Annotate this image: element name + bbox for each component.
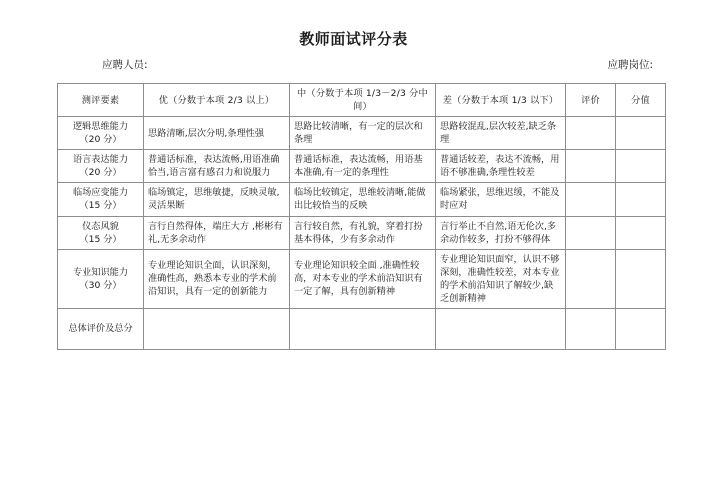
table-row (58, 117, 666, 150)
cell-score[interactable] (616, 183, 666, 216)
table-header-row (58, 84, 666, 117)
cell-score[interactable] (616, 150, 666, 183)
row-element-language (58, 150, 144, 183)
element-points: （15 分） (79, 200, 122, 212)
table-total-row (58, 308, 666, 349)
total-score[interactable] (616, 308, 666, 349)
element-name: 临场应变能力 (72, 187, 129, 199)
row-element-professional (58, 249, 144, 308)
cell-good: 思路清晰,层次分明,条理性强 (144, 117, 290, 150)
element-points: （20 分） (79, 167, 122, 179)
header-mid: 中（分数于本项 1/3－2/3 分中间） (290, 84, 436, 117)
cell-mid: 言行较自然，有礼貌，穿着打扮基本得体，少有多余动作 (290, 216, 436, 249)
total-good[interactable] (144, 308, 290, 349)
cell-evaluation[interactable] (566, 216, 616, 249)
cell-bad: 言行举止不自然,语无伦次,多余动作较多，打扮不够得体 (436, 216, 566, 249)
element-points: （15 分） (79, 233, 122, 245)
cell-mid: 思路比较清晰，有一定的层次和条理 (290, 117, 436, 150)
row-element-demeanor (58, 216, 144, 249)
cell-evaluation[interactable] (566, 183, 616, 216)
header-good: 优（分数于本项 2/3 以上） (144, 84, 290, 117)
applicant-label: 应聘人员: (102, 59, 148, 71)
cell-score[interactable] (616, 117, 666, 150)
row-element-logic (58, 117, 144, 150)
cell-good: 临场镇定，思维敏捷，反映灵敏,灵活果断 (144, 183, 290, 216)
cell-mid: 专业理论知识较全面 ,准确性较高，对本专业的学术前沿知识有一定了解，具有创新精神 (290, 249, 436, 308)
table-row (58, 249, 666, 308)
element-name: 语言表达能力 (72, 154, 129, 166)
cell-mid: 普通话标准，表达流畅，用语基本准确,有一定的条理性 (290, 150, 436, 183)
row-element-adaptability (58, 183, 144, 216)
cell-mid: 临场比较镇定，思维较清晰,能做出比较恰当的反映 (290, 183, 436, 216)
cell-evaluation[interactable] (566, 117, 616, 150)
total-bad[interactable] (436, 308, 566, 349)
page-title: 教师面试评分表 (299, 30, 408, 48)
cell-score[interactable] (616, 249, 666, 308)
table-row (58, 183, 666, 216)
element-name: 逻辑思维能力 (72, 121, 129, 133)
cell-score[interactable] (616, 216, 666, 249)
cell-good: 普通话标准，表达流畅,用语准确恰当,语言富有感召力和说服力 (144, 150, 290, 183)
element-name: 专业知识能力 (72, 266, 129, 278)
score-table (57, 83, 666, 350)
element-points: （30 分） (79, 279, 122, 291)
cell-evaluation[interactable] (566, 249, 616, 308)
element-name: 仪态风貌 (82, 220, 119, 232)
cell-bad: 专业理论知识面窄，认识不够深刻，准确性较差，对本专业的学术前沿知识了解较少,缺乏创新精神 (436, 249, 566, 308)
cell-bad: 临场紧张，思维迟缓，不能及时应对 (436, 183, 566, 216)
cell-evaluation[interactable] (566, 150, 616, 183)
meta-row (57, 57, 665, 73)
cell-bad: 思路较混乱,层次较差,缺乏条理 (436, 117, 566, 150)
header-evaluation: 评价 (566, 84, 616, 117)
table-row (58, 150, 666, 183)
table-row (58, 216, 666, 249)
total-label: 总体评价及总分 (58, 308, 144, 349)
header-score: 分值 (616, 84, 666, 117)
position-label: 应聘岗位: (607, 59, 653, 71)
header-bad: 差（分数于本项 1/3 以下） (436, 84, 566, 117)
total-mid[interactable] (290, 308, 436, 349)
cell-bad: 普通话较差，表达不流畅，用语不够准确,条理性较差 (436, 150, 566, 183)
total-evaluation[interactable] (566, 308, 616, 349)
cell-good: 专业理论知识全面，认识深刻，准确性高，熟悉本专业的学术前沿知识，具有一定的创新能力 (144, 249, 290, 308)
element-points: （20 分） (79, 134, 122, 146)
header-element: 测评要素 (58, 84, 144, 117)
cell-good: 言行自然得体，端庄大方 ,彬彬有礼,无多余动作 (144, 216, 290, 249)
